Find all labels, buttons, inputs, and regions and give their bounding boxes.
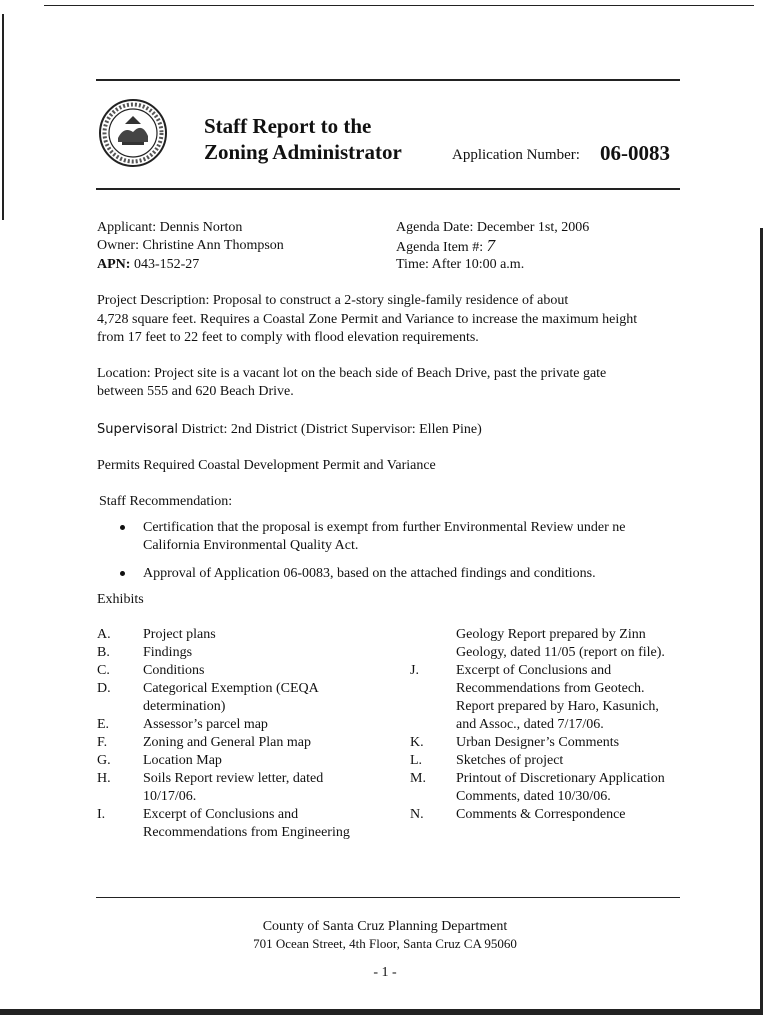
exhibit-letter: E. bbox=[97, 717, 110, 732]
exhibit-letter: F. bbox=[97, 735, 108, 750]
exhibit-letter: A. bbox=[97, 627, 111, 642]
staff-recommendation-heading: Staff Recommendation: bbox=[99, 494, 233, 509]
exhibit-text: determination) bbox=[143, 699, 226, 714]
report-title-line2: Zoning Administrator bbox=[204, 140, 402, 164]
supervisoral-label: Supervisoral bbox=[97, 422, 179, 437]
exhibit-text: Assessor’s parcel map bbox=[143, 717, 268, 732]
right-scan-border bbox=[760, 228, 763, 1012]
exhibit-text: Zoning and General Plan map bbox=[143, 735, 311, 750]
exhibit-text: Urban Designer’s Comments bbox=[456, 735, 620, 750]
agenda-item bbox=[396, 237, 495, 257]
recommendation-1-line1: Certification that the proposal is exempt from further Environmental Review under ne bbox=[143, 520, 626, 535]
recommendation-1-line2: California Environmental Quality Act. bbox=[143, 538, 359, 553]
exhibit-text: Printout of Discretionary Application bbox=[456, 771, 665, 786]
county-seal-logo bbox=[98, 98, 168, 168]
applicant: Applicant: Dennis Norton bbox=[97, 220, 243, 235]
exhibit-text: Sketches of project bbox=[456, 753, 564, 768]
exhibit-text: Geology Report prepared by Zinn bbox=[456, 627, 646, 642]
left-scan-mark bbox=[2, 14, 4, 220]
exhibit-text: Excerpt of Conclusions and bbox=[456, 663, 612, 678]
exhibit-text: Recommendations from Geotech. bbox=[456, 681, 645, 696]
exhibit-letter: K. bbox=[410, 735, 424, 750]
exhibit-letter: B. bbox=[97, 645, 110, 660]
footer-department: County of Santa Cruz Planning Department bbox=[262, 919, 508, 934]
exhibit-letter: C. bbox=[97, 663, 110, 678]
page-number: - 1 - bbox=[373, 965, 397, 980]
exhibit-text: Recommendations from Engineering bbox=[143, 825, 350, 840]
exhibit-letter: I. bbox=[97, 807, 106, 822]
recommendation-2-line1: Approval of Application 06-0083, based on the attached findings and conditions. bbox=[143, 566, 596, 581]
bullet-icon bbox=[120, 571, 125, 576]
project-description-line2: 4,728 square feet. Requires a Coastal Zone Permit and Variance to increase the maximum height bbox=[97, 312, 638, 327]
exhibit-text: Soils Report review letter, dated bbox=[143, 771, 324, 786]
exhibit-letter: L. bbox=[410, 753, 423, 768]
time: Time: After 10:00 a.m. bbox=[396, 257, 525, 272]
exhibit-text: Conditions bbox=[143, 663, 205, 678]
exhibit-letter: M. bbox=[410, 771, 426, 786]
footer-rule bbox=[96, 897, 680, 898]
owner: Owner: Christine Ann Thompson bbox=[97, 238, 284, 253]
supervisoral-rest: District: 2nd District (District Supervisor: Ellen Pine) bbox=[178, 422, 482, 437]
supervisoral-district bbox=[97, 421, 482, 439]
exhibit-letter: H. bbox=[97, 771, 111, 786]
exhibits-heading: Exhibits bbox=[97, 592, 144, 607]
agenda-item-value: 7 bbox=[486, 236, 496, 255]
exhibit-letter: N. bbox=[410, 807, 424, 822]
exhibit-text: Location Map bbox=[143, 753, 222, 768]
project-description-line1: Project Description: Proposal to construct a 2-story single-family residence of about bbox=[97, 293, 569, 308]
header-bottom-rule bbox=[96, 188, 680, 190]
application-number: 06-0083 bbox=[600, 141, 670, 165]
exhibit-text: Project plans bbox=[143, 627, 216, 642]
exhibit-text: 10/17/06. bbox=[143, 789, 197, 804]
exhibit-text: Findings bbox=[143, 645, 193, 660]
top-scan-border bbox=[44, 5, 754, 6]
exhibit-text: Categorical Exemption (CEQA bbox=[143, 681, 319, 696]
apn bbox=[97, 256, 199, 274]
exhibit-letter: J. bbox=[410, 663, 419, 678]
exhibit-letter: D. bbox=[97, 681, 111, 696]
apn-value: 043-152-27 bbox=[133, 257, 200, 272]
exhibit-text: Comments, dated 10/30/06. bbox=[456, 789, 611, 804]
header-top-rule bbox=[96, 79, 680, 81]
application-number-label: Application Number: bbox=[452, 147, 580, 163]
agenda-date: Agenda Date: December 1st, 2006 bbox=[396, 220, 590, 235]
apn-label: APN: bbox=[97, 257, 131, 272]
exhibit-text: Excerpt of Conclusions and bbox=[143, 807, 299, 822]
bottom-scan-border bbox=[0, 1009, 763, 1015]
location-line1: Location: Project site is a vacant lot on the beach side of Beach Drive, past the private gate bbox=[97, 366, 607, 381]
footer-address: 701 Ocean Street, 4th Floor, Santa Cruz CA 95060 bbox=[253, 936, 517, 951]
exhibit-text: Geology, dated 11/05 (report on file). bbox=[456, 645, 665, 660]
location-line2: between 555 and 620 Beach Drive. bbox=[97, 384, 294, 399]
exhibit-letter: G. bbox=[97, 753, 111, 768]
exhibit-text: Comments & Correspondence bbox=[456, 807, 626, 822]
agenda-item-label: Agenda Item #: bbox=[396, 240, 484, 255]
project-description-line3: from 17 feet to 22 feet to comply with flood elevation requirements. bbox=[97, 330, 479, 345]
report-title-line1: Staff Report to the bbox=[204, 114, 372, 138]
bullet-icon bbox=[120, 525, 125, 530]
exhibit-text: and Assoc., dated 7/17/06. bbox=[456, 717, 604, 732]
permits-required: Permits Required Coastal Development Permit and Variance bbox=[97, 458, 436, 473]
exhibit-text: Report prepared by Haro, Kasunich, bbox=[456, 699, 659, 714]
